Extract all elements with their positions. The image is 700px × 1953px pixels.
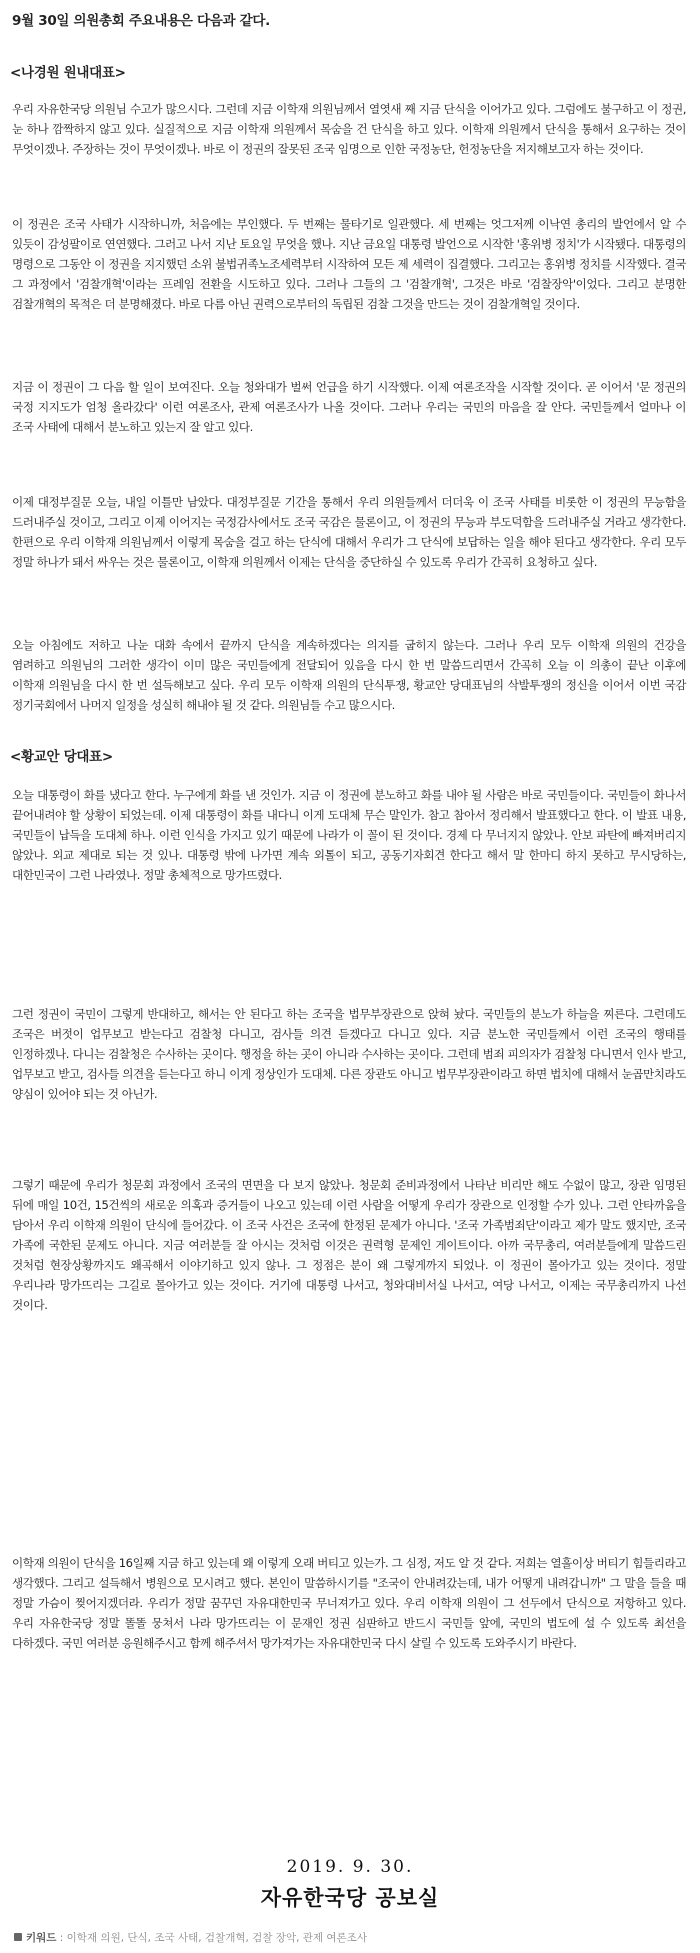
paragraph: 그렇기 때문에 우리가 청문회 과정에서 조국의 면면을 다 보지 않았나. 청문회 준비과정에서 나타난 비리만 해도 수없이 많고, 장관 임명된 뒤에 매일 10건, 15건씩의 새로운 의혹과 증거들이 나오고 있는데 이런 사람을 어떻게 우리가 장관으로 인정할 수가 있나. 그런 안타까움을 담아서 우리 이학재 의원이 단식에 들어갔다. 이 조국 사건은 조국에 한정된 문제가 아니다. '조국 가족범죄단'이라고 제가 말도 했지만, 조국 가족에 국한된 문제도 아니다. 지금 여러분들 잘 아시는 것처럼 이것은 권력형 문제인 게이트이다. 아까 국무총리, 여러분들에게 말씀드린 것처럼 현장상황까지도 왜곡해서 이야기하고 있지 않나. 그 정점은 분이 왜 그렇게까지 되었나. 이 정권이 몰아가고 있는 것이다. 정말 우리나라 망가뜨리는 그길로 몰아가고 있는 것이다. 거기에 대통령 나서고, 청와대비서실 나서고, 여당 나서고, 이제는 국무총리까지 나선 것이다. [12, 1178, 686, 1312]
paragraph: 이제 대정부질문 오늘, 내일 이틀만 남았다. 대정부질문 기간을 통해서 우리 의원들께서 더더욱 이 조국 사태를 비롯한 이 정권의 무능함을 드러내주실 것이고, 그리고 이제 이어지는 국정감사에서도 조국 국감은 물론이고, 이 정권의 무능과 부도덕함을 드러내주실 거라고 생각한다. 한편으로 우리 이학재 의원님께서 이렇게 목숨을 걸고 하는 단식에 대해서 우리가 그 단식에 보답하는 일을 해야 된다고 생각한다. 우리 모두 정말 하나가 돼서 싸우는 것은 물론이고, 이학재 의원께서 이제는 단식을 중단하실 수 있도록 우리가 간곡히 요청하고 싶다. [12, 495, 686, 569]
issuing-organization: 자유한국당 공보실 [260, 1886, 440, 1910]
paragraph: 이학재 의원이 단식을 16일째 지금 하고 있는데 왜 이렇게 오래 버티고 있는가. 그 심정, 저도 알 것 같다. 저희는 열흘이상 버티기 힘들리라고 생각했다. 그리고 설득해서 병원으로 모시려고 했다. 본인이 말씀하시기를 "조국이 안내려갔는데, 내가 어떻게 내려갑니까" 그 말을 들을 때 정말 가슴이 찢어지겠더라. 우리가 정말 꿈꾸던 자유대한민국 무너져가고 있다. 우리 이학재 의원이 그 선두에서 단식으로 저항하고 있다. 우리 자유한국당 정말 똘똘 뭉쳐서 나라 망가뜨리는 이 문재인 정권 심판하고 반드시 국민들 앞에, 국민의 법도에 설 수 있도록 최선을 다하겠다. 국민 여러분 응원해주시고 함께 해주셔서 망가져가는 자유대한민국 다시 살릴 수 있도록 도와주시기 바란다. [12, 1556, 686, 1650]
section-title-hwang-kyo-ahn: <황교안 당대표> [10, 749, 113, 765]
paragraph: 이 정권은 조국 사태가 시작하니까, 처음에는 부인했다. 두 번째는 물타기로 일관했다. 세 번째는 엇그저께 이낙연 총리의 발언에서 알 수 있듯이 감성팔이로 연연했다. 그러고 나서 지난 토요일 무엇을 했나. 지난 금요일 대통령 발언으로 시작한 '홍위병 정치'가 시작됐다. 대통령의 명령으로 그동안 이 정권을 지지했던 소위 불법귀족노조세력부터 시작하여 모든 제 세력이 집결했다. 그리고는 홍위병 정치를 시작했다. 결국 그 과정에서 '검찰개혁'이라는 프레임 전환을 시도하고 있다. 그러나 그들의 그 '검찰개혁', 그것은 바로 '검찰장악'이었다. 그리고 분명한 검찰개혁의 목적은 더 분명해졌다. 바로 다름 아닌 권력으로부터의 독립된 검찰 그것을 만드는 것이 검찰개혁일 것이다. [12, 217, 686, 311]
intro-heading: 9월 30일 의원총회 주요내용은 다음과 같다. [12, 13, 270, 29]
paragraph: 그런 정권이 국민이 그렇게 반대하고, 해서는 안 된다고 하는 조국을 법무부장관으로 앉혀 놨다. 국민들의 분노가 하늘을 찌른다. 그런데도 조국은 버젓이 업무보고 받는다고 검찰청 다니고, 검사들 의견 듣겠다고 다니고 있다. 지금 분노한 국민들께서 이런 조국의 행태를 인정하겠나. 다니는 검찰청은 수사하는 곳이다. 행정을 하는 곳이 아니라 수사하는 곳이다. 그런데 범죄 피의자가 검찰청 다니면서 인사 받고, 업무보고 받고, 검사들 의견을 듣는다고 하니 이게 정상인가 도대체. 다른 장관도 아니고 법무부장관이라고 하면 법치에 대해서 눈곱만치라도 양심이 있어야 되는 것 아닌가. [12, 1007, 686, 1101]
section-title-na-kyung-won: <나경원 원내대표> [10, 65, 126, 81]
paragraph: 오늘 대통령이 화를 냈다고 한다. 누구에게 화를 낸 것인가. 지금 이 정권에 분노하고 화를 내야 될 사람은 바로 국민들이다. 국민들이 화나서 끝어내려야 할 상황이 되었는데. 이제 대통령이 화를 내다니 이게 도대체 무슨 말인가. 참고 참아서 정리해서 발표했다고 한다. 이 발표 내용, 국민들이 납득을 도대체 하나. 이런 인식을 가지고 있기 때문에 나라가 이 꼴이 된 것이다. 경제 다 무너지지 않았나. 안보 파탄에 빠져버리지 않았나. 외교 제대로 되는 것 있나. 대통령 밖에 나가면 계속 외톨이 되고, 공동기자회견 한다고 해서 말 한마디 하지 못하고 무시당하는, 대한민국이 그런 나라였나. 정말 총체적으로 망가뜨렸다. [12, 788, 686, 882]
paragraph: 우리 자유한국당 의원님 수고가 많으시다. 그런데 지금 이학재 의원님께서 열엿새 째 지금 단식을 이어가고 있다. 그럼에도 불구하고 이 정권, 눈 하나 깜짝하지 않고 있다. 실질적으로 지금 이학재 의원께서 목숨을 건 단식을 하고 있다. 이학재 의원께서 단식을 통해서 요구하는 것이 무엇이겠나. 주장하는 것이 무엇이겠나. 바로 이 정권의 잘못된 조국 임명으로 인한 국정농단, 헌정농단을 저지해보고자 하는 것이다. [12, 102, 686, 156]
keywords-line [14, 1930, 688, 1946]
release-date: 2019. 9. 30. [286, 1857, 414, 1877]
paragraph: 지금 이 정권이 그 다음 할 일이 보여진다. 오늘 청와대가 벌써 언급을 하기 시작했다. 이제 여론조작을 시작할 것이다. 곧 이어서 '문 정권의 국정 지지도가 엄청 올라갔다' 이런 여론조사, 관제 여론조사가 나올 것이다. 그러나 우리는 국민의 마음을 잘 안다. 국민들께서 얼마나 이 조국 사태에 대해서 분노하고 있는지 잘 알고 있다. [12, 380, 686, 434]
keyword-icon [14, 1933, 22, 1941]
keywords-separator: : [56, 1932, 67, 1944]
paragraph: 오늘 아침에도 저하고 나눈 대화 속에서 끝까지 단식을 계속하겠다는 의지를 굽히지 않는다. 그러나 우리 모두 이학재 의원의 건강을 염려하고 의원님의 그러한 생각이 이미 많은 국민들에게 전달되어 있음을 다시 한 번 말씀드리면서 간곡히 오늘 이 의총이 끝난 이후에 이학재 의원님을 다시 한 번 설득해보고 싶다. 우리 모두 이학재 의원의 단식투쟁, 황교안 당대표님의 삭발투쟁의 정신을 이어서 이번 국감 정기국회에서 나머지 일정을 성실히 해내야 될 것 같다. 의원님들 수고 많으시다. [12, 638, 686, 712]
keywords-text: 이학재 의원, 단식, 조국 사태, 검찰개혁, 검찰 장악, 관제 여론조사 [66, 1932, 367, 1944]
keywords-label: 키워드 [26, 1932, 57, 1944]
